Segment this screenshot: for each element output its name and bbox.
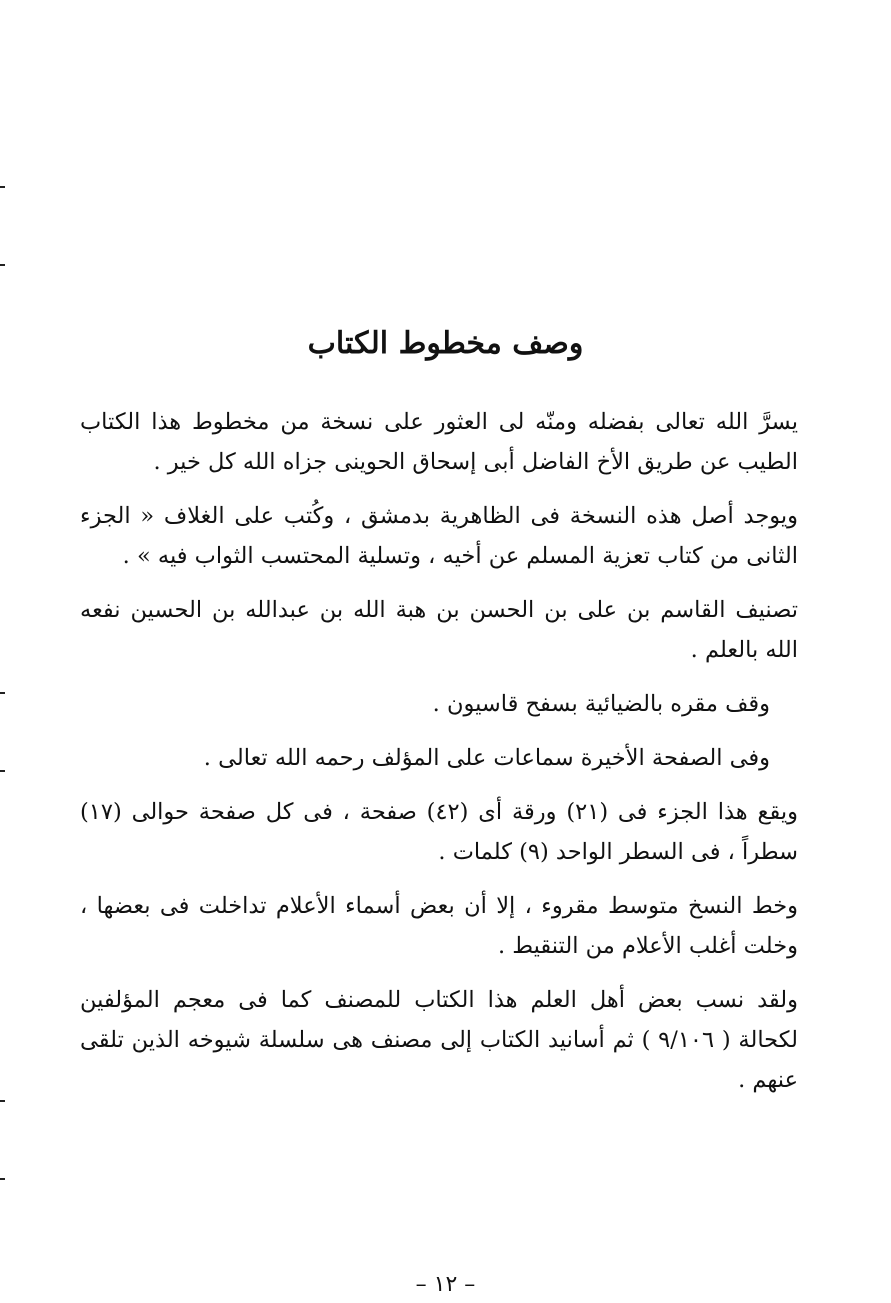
scan-edge-mark — [0, 264, 5, 266]
scan-edge-mark — [0, 186, 5, 188]
paragraph-last-page: وفى الصفحة الأخيرة سماعات على المؤلف رحمه الله تعالى . — [203, 745, 770, 771]
body-text — [80, 402, 798, 1114]
paragraph-author: تصنيف القاسم بن على بن الحسن بن هبة الله بن عبدالله بن الحسين نفعه الله بالعلم . — [80, 597, 798, 663]
paragraph-discovery: يسرَّ الله تعالى بفضله ومنّه لى العثور على نسخة من مخطوط هذا الكتاب الطيب عن طريق الأخ الفاضل أبى إسحاق الحوينى جزاه الله كل خير . — [80, 409, 798, 475]
scan-edge-mark — [0, 770, 5, 772]
page-title: وصف مخطوط الكتاب — [307, 326, 584, 361]
paragraph-endowment: وقف مقره بالضيائية بسفح قاسيون . — [432, 691, 770, 717]
page-number: – ١٢ – — [415, 1272, 476, 1297]
scan-edge-mark — [0, 692, 5, 694]
paragraph-attribution: ولقد نسب بعض أهل العلم هذا الكتاب للمصنف كما فى معجم المؤلفين لكحالة ( ٩/١٠٦ ) ثم أسانيد الكتاب إلى مصنف هى سلسلة شيوخه الذين تلقى عنهم . — [80, 987, 798, 1093]
scan-edge-mark — [0, 1178, 5, 1180]
paragraph-extent: ويقع هذا الجزء فى (٢١) ورقة أى (٤٢) صفحة ، فى كل صفحة حوالى (١٧) سطراً ، فى السطر الواحد (٩) كلمات . — [80, 799, 798, 865]
scan-edge-mark — [0, 1100, 5, 1102]
paragraph-origin: ويوجد أصل هذه النسخة فى الظاهرية بدمشق ، وكُتب على الغلاف « الجزء الثانى من كتاب تعزية المسلم عن أخيه ، وتسلية المحتسب الثواب فيه » . — [80, 503, 798, 569]
paragraph-script: وخط النسخ متوسط مقروء ، إلا أن بعض أسماء الأعلام تداخلت فى بعضها ، وخلت أغلب الأعلام من التنقيط . — [80, 893, 798, 959]
